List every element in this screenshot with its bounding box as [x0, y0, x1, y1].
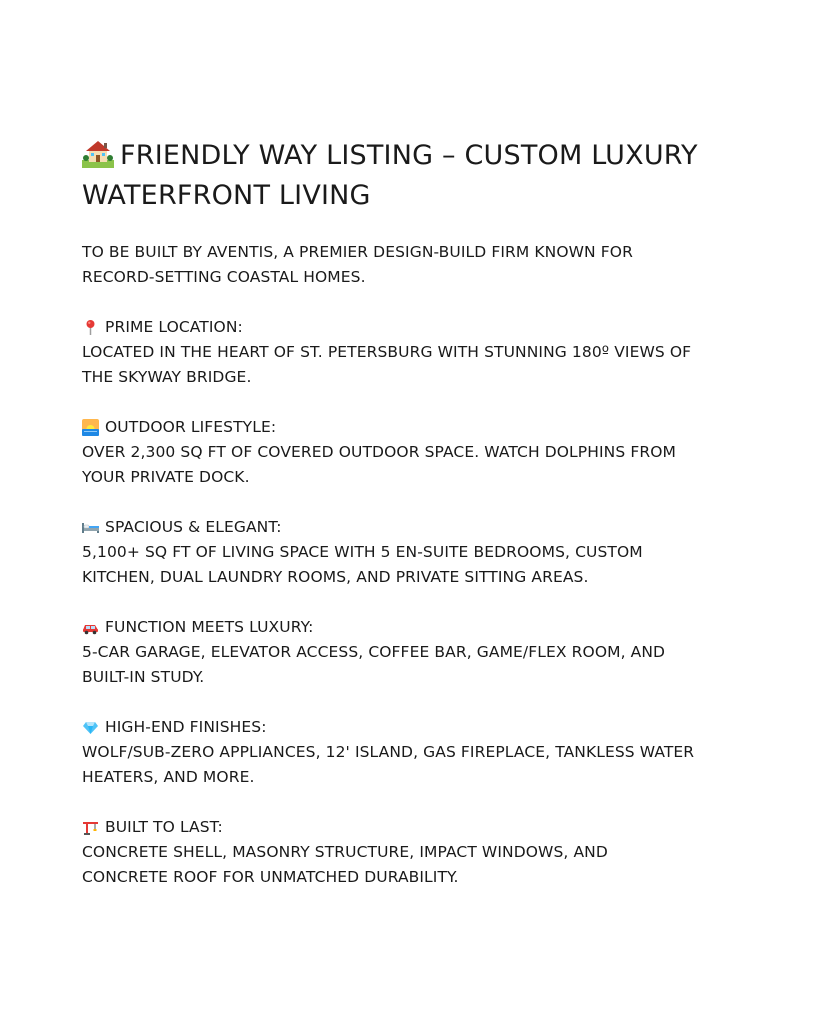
gem-icon [82, 719, 99, 736]
section-line-1: 5,100+ SQ FT OF LIVING SPACE WITH 5 EN-SUITE BEDROOMS, CUSTOM [82, 543, 643, 561]
title-line-1 [82, 136, 749, 176]
sunrise-icon [82, 419, 99, 436]
section-heading-label: FUNCTION MEETS LUXURY: [105, 618, 314, 636]
section-line-1: WOLF/SUB-ZERO APPLIANCES, 12' ISLAND, GAS FIREPLACE, TANKLESS WATER [82, 743, 695, 761]
section-line-1: LOCATED IN THE HEART OF ST. PETERSBURG WITH STUNNING 180º VIEWS OF [82, 343, 692, 361]
section-spacious-elegant [82, 515, 749, 590]
section-high-end-finishes [82, 715, 749, 790]
intro-paragraph [82, 240, 749, 290]
section-prime-location [82, 315, 749, 390]
construction-crane-icon [82, 819, 99, 836]
section-heading-label: PRIME LOCATION: [105, 318, 243, 336]
section-heading-label: SPACIOUS & ELEGANT: [105, 518, 282, 536]
section-heading-label: HIGH-END FINISHES: [105, 718, 267, 736]
section-line-1: 5-CAR GARAGE, ELEVATOR ACCESS, COFFEE BAR, GAME/FLEX ROOM, AND [82, 643, 666, 661]
title-line-2: WATERFRONT LIVING [82, 180, 371, 211]
section-function-meets-luxury [82, 615, 749, 690]
section-heading-label: BUILT TO LAST: [105, 818, 223, 836]
section-outdoor-lifestyle [82, 415, 749, 490]
section-heading-label: OUTDOOR LIFESTYLE: [105, 418, 277, 436]
section-built-to-last [82, 815, 749, 890]
bed-icon [82, 519, 99, 536]
intro-line-2: RECORD-SETTING COASTAL HOMES. [82, 268, 366, 286]
section-line-2: CONCRETE ROOF FOR UNMATCHED DURABILITY. [82, 868, 459, 886]
section-line-2: KITCHEN, DUAL LAUNDRY ROOMS, AND PRIVATE SITTING AREAS. [82, 568, 589, 586]
section-line-1: OVER 2,300 SQ FT OF COVERED OUTDOOR SPACE. WATCH DOLPHINS FROM [82, 443, 676, 461]
red-car-icon [82, 619, 99, 636]
round-pushpin-icon [82, 319, 99, 336]
section-heading [82, 715, 749, 740]
section-heading [82, 515, 749, 540]
section-line-1: CONCRETE SHELL, MASONRY STRUCTURE, IMPACT WINDOWS, AND [82, 843, 608, 861]
section-line-2: BUILT-IN STUDY. [82, 668, 205, 686]
page-title [82, 136, 749, 216]
section-line-2: HEATERS, AND MORE. [82, 768, 255, 786]
section-heading [82, 415, 749, 440]
section-line-2: THE SKYWAY BRIDGE. [82, 368, 252, 386]
section-heading [82, 315, 749, 340]
section-line-2: YOUR PRIVATE DOCK. [82, 468, 250, 486]
intro-line-1: TO BE BUILT BY AVENTIS, A PREMIER DESIGN-BUILD FIRM KNOWN FOR [82, 243, 633, 261]
title-text-line-1: FRIENDLY WAY LISTING – CUSTOM LUXURY [120, 140, 698, 171]
section-heading [82, 615, 749, 640]
section-heading [82, 815, 749, 840]
house-with-garden-icon [82, 136, 114, 168]
